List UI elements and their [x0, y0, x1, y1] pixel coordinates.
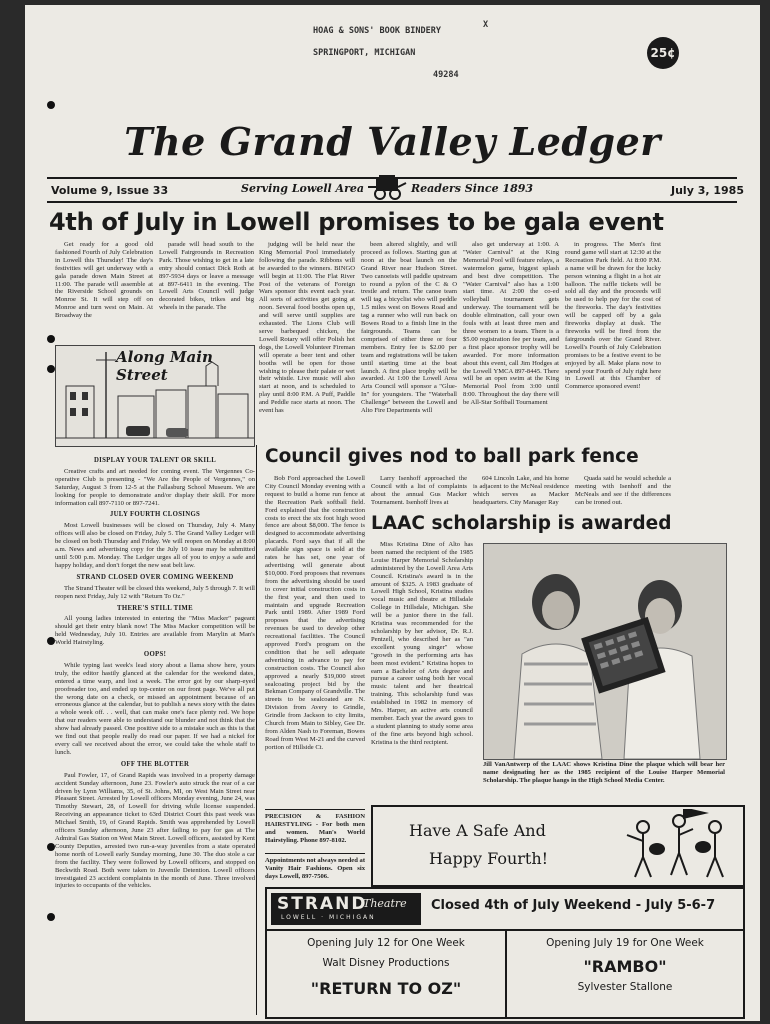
binding-hole [47, 101, 55, 109]
stagecoach-logo [366, 173, 408, 201]
price-badge: 25¢ [647, 37, 679, 69]
strand-logo [271, 893, 421, 925]
binding-hole [47, 913, 55, 921]
binding-hole [47, 843, 55, 851]
council-text-1: Bob Ford approached the Lowell City Council Monday evening with a request to build a home run fence at the Recreation Park softball field. Ford explained that the construction costs to erect the six foot high wood fence are about $8,000. The fence is designed to accommodate advertising placards. Ford says that if all the available sign space is sold at the rates he has set, one year of advertising will generate about $10,000. Ford proposes that revenues from the advertising should be used to cover initial construction costs in the first year, and then used to maintain and upgrade Recreation Park until 1989. After 1989 Ford proposes that the advertising revenues be used to develop other recreational facilities. The Council approved Ford's program on the condition that he sell adequate advertising in advance to pay for construction costs. The Council also approved a nearly $19,000 street sealcoating project bid by the Bekman Company of Grandville. The streets to be sealcoated are N. Division from Avery to Grindle, Grindle from Jackson to city limits, Church from Main to Sibley, Gee Dr. from Alden Nash to Foreman, Bowes Road from West M-21 and the curved portion of Hillside Ct. [265, 475, 365, 751]
council-col-4 [575, 475, 671, 511]
label-mark: X [483, 20, 489, 30]
greeting-line-2: Happy Fourth! [429, 849, 549, 868]
brief-head: JULY FOURTH CLOSINGS [109, 511, 201, 519]
council-col-3 [473, 475, 569, 511]
strand-left-studio: Walt Disney Productions [322, 957, 450, 969]
lead-text-3: judging will be held near the King Memorial Pool immediately following the parade. Ribbons will be awarded to the winners. BINGO will begin at 11:00. The Flat River Post of the veterans of Foreign Wars sponsor this event each year. All sorts of activities get going at noon. Several food booths open up, and will serve until supplies are exhausted. The Lions Club will serve barbequed chicken, the Lowell Rotary will offer Polish hot dogs, the Lowell Volunteer Fireman will operate a beer tent and other booths will be open for those wishing to please their palate or wet their whistle. Live music will also start at noon, and is scheduled to play until 8:00 P.M. A Puff, Paddle and Peddle race starts at noon. The event has [259, 241, 355, 415]
strand-city: LOWELL · MICHIGAN [281, 914, 376, 921]
fourth-greeting-box [371, 805, 745, 887]
strand-right-title: "RAMBO" [583, 957, 667, 976]
lead-col-1 [55, 241, 153, 339]
motto-right: Readers Since 1893 [411, 182, 534, 195]
lead-col-2 [159, 241, 254, 339]
ad-precision-text: PRECISION & FASHION HAIRSTYLING - For both men and women. Man's World Hairstyling. Phone 897-8102. [265, 813, 365, 844]
strand-theatre-ad [265, 887, 745, 1019]
mailing-label [313, 20, 523, 97]
spirit-of-76-drawing [619, 809, 739, 883]
lead-col-3 [259, 241, 355, 441]
council-col-2 [371, 475, 467, 511]
council-text-2: Larry Isenhoff approached the Council with a list of complaints about the annual Gus Macker Tournament. Isenhoff lives at [371, 475, 467, 506]
label-zip: 49284 [433, 70, 459, 80]
issue-number: Volume 9, Issue 33 [51, 184, 169, 197]
council-headline: Council gives nod to ball park fence [265, 446, 639, 467]
motto-left: Serving Lowell Area [241, 182, 365, 195]
brief-head: DISPLAY YOUR TALENT OR SKILL [93, 457, 217, 464]
photo-caption [483, 761, 725, 801]
brief-body: While typing last week's lead story about a llama show here, yours truly, the editor hastily glanced at the calendar for the weekend dates, entered a time warp, and lost a week. The error got by our sharp-eyed proofreader too, and ended up top-center on our front page. We've all put the wrong date on a check, or missed an appointment because of an erroneous glance at the calendar, but to publish a news story with the dates a whole week off. . . well, that can make one's face plenty red. We hope that our readers were able to understand our blunder and not think that the show had already passed. One positive side to a mistake such as this is that we find out that people really do read our paper. If we had a nickel for every call we received about the error, we could take the whole staff to lunch. [55, 661, 255, 756]
brief-head: OOPS! [143, 651, 167, 659]
label-line-1: HOAG & SONS' BOOK BINDERY [313, 26, 441, 36]
lead-text-4: been altered slightly, and will proceed as follows. Starting gun at noon at the boat launch on the Grand River near Hudson Street. Two canoeists will paddle upstream to round a pylon of the C & O trestle and return. The canoe team will tag a bicyclist who will peddle 1.5 miles west on Bowes Road and tag a runner who will run back on Bowes Road to a finish line in the fairgrounds. Teams can be comprised of either three or four members. Entry fee is $2.00 per team and registrations will be taken until starting time at the boat launch. A first place trophy will be awarded. At 1:00 the Lowell Area Arts Council will sponsor a "Glue-In" for youngsters. The "Waterball Challenge" between the Lowell and Alto Fire Departments will [361, 241, 457, 415]
lead-col-5 [463, 241, 559, 441]
brief-body: Paul Fowler, 17, of Grand Rapids was involved in a property damage accident Sunday afternoon, June 23. Fowler's auto struck the rear of a car driven by Lynn Williams, 35, of St. Johns, MI, on West Main Street near Pleasant Street. Arrested by Lowell officers Monday evening, June 24, was Timothy Stewart, 28, of Lowell for driving while license suspended. Receiving an appearance ticket to 63rd District Court this past week was Michael Smith, 19, of Grand Rapids. Smith was apprehended by Lowell officers Sunday afternoon, June 23 after failing to pay for gas at The Admiral Gas Station on West Main Street. Lowell officers, assisted by Kent County Deputies, arrested two run-a-way juveniles from a state operated home north of Lowell early Sunday morning, June 30. The duo stole a car from the facility. They were followed by Lowell officers, and stopped on Beckwith Road. Both were taken to Juvenile Detention. Lowell officers investigated 23 accident complaints in the month of June. Three involved injuries to occupants of the vehicles. [55, 771, 255, 890]
lead-text-2: parade will head south to the Lowell Fairgrounds in Recreation Park. Those wishing to get in a late entry should contact Dick Roth at 897-5934 days or leave a message at 897-6411 in the evening. The Lowell Arts Council will judge decorated bikes, trikes and big wheels in the parade. The [159, 241, 254, 312]
strand-left-title: "RETURN TO OZ" [310, 979, 462, 998]
laac-headline: LAAC scholarship is awarded [371, 513, 672, 534]
column-divider [256, 445, 257, 1015]
newspaper-page [25, 5, 760, 1021]
strand-right-opening: Opening July 19 for One Week [546, 937, 704, 949]
issue-date: July 3, 1985 [671, 184, 744, 197]
brief-body: The Strand Theater will be closed this weekend, July 5 through 7. It will reopen next Friday, July 12 with "Return To Oz." [55, 584, 255, 600]
brief-head: STRAND CLOSED OVER COMING WEEKEND [76, 573, 234, 581]
council-col-1 [265, 475, 365, 805]
laac-text: Miss Kristina Dine of Alto has been named the recipient of the 1985 Louise Harper Memorial Scholarship administered by the Lowell Area Arts Council. Kristina's award is in the amount of $325. A 1983 graduate of Lowell High School, Kristina studies vocal music and theatre at Hillsdale College in Hillsdale, Michigan. She will be a junior there in the fall. Kristina was recommended for the scholarship by her advisor, Dr. R.J. Pentzell, who described her as "an excellent young singer" whose "growth in the performing arts has been most evident." Kristina hopes to earn a Bachelor of Arts degree and pursue a career using both her vocal music talent and her theatrical training. This scholarship fund was established in 1982 in memory of Mrs. Harper, an active arts council member. Each year the award goes to a student planning to study some area of the fine arts beyond high school. Kristina is the third recipient. [371, 541, 473, 746]
lead-col-4 [361, 241, 457, 441]
ad-vanity-hair [265, 857, 365, 891]
lead-headline: 4th of July in Lowell promises to be gala event [49, 208, 664, 236]
strand-banner: Closed 4th of July Weekend - July 5-6-7 [431, 898, 716, 913]
strand-logo-text: STRAND [277, 894, 368, 914]
strand-logo-script: Theatre [363, 897, 407, 910]
laac-col-1 [371, 541, 473, 815]
main-street-title: Along Main Street [116, 348, 213, 384]
brief-head: OFF THE BLOTTER [120, 760, 190, 768]
masthead-title: The Grand Valley Ledger [124, 119, 661, 164]
binding-hole [47, 637, 55, 645]
council-text-4: Quada said he would schedule a meeting with Isenhoff and the McNeals and see if the differences can be ironed out. [575, 475, 671, 506]
label-line-2: SPRINGPORT, MICHIGAN [313, 48, 416, 58]
ad-rule [265, 853, 365, 854]
main-street-illustration [55, 345, 255, 447]
greeting-line-1: Have A Safe And [409, 821, 546, 840]
brief-body: Most Lowell businesses will be closed on Thursday, July 4. Many offices will also be closed on Friday, July 5. The Grand Valley Ledger will be closed on both Thursday and Friday. We will reopen on Monday at 8:00 a.m. News and advertising copy for the July 10 issue may be submitted until 5:00 p.m. Monday. The Ledger urges all of you to enjoy a safe and happy holiday, and don't forget the new seat belt law. [55, 522, 255, 569]
binding-hole [47, 365, 55, 373]
brief-head: THERE'S STILL TIME [117, 604, 193, 612]
strand-left-opening: Opening July 12 for One Week [307, 937, 465, 949]
ad-precision-hairstyling [265, 813, 365, 851]
brief-body: Creative crafts and art needed for coming event. The Vergennes Co-operative Club is presenting - "We Are the People of Vergennes," on Saturday, August 3 from 12-5 at the Fallasburg School Museum. We are looking for people to demonstrate and/or display their skill. For more information call 897-7110 or 897-7241. [55, 467, 255, 507]
lead-col-6 [565, 241, 661, 441]
lead-text-5: also get underway at 1:00. A "Water Carnival" at the King Memorial Pool will feature relays, a watermelon game, biggest splash and best dive competition. The "Water Carnival" also has a 1:00 start time. At 2:00 the co-ed volleyball tournament gets underway. The tournament will be double elimination, call your own fouls with at least three men and three women to a team. There is a $5.00 registration fee per team, and a first place sponsor trophy will be awarded. For more information about this event, call Jim Hodges at the Lowell YMCA 897-8445. There will be an open swim at the King Memorial Pool from 3:00 until 8:00. Throughout the day there will be All-Star Softball Tournament [463, 241, 559, 407]
binding-hole [47, 335, 55, 343]
council-text-3: 604 Lincoln Lake, and his home is adjacent to the McNeal residence which serves as Macker headquarters. City Manager Ray [473, 475, 569, 506]
left-briefs-column [55, 453, 255, 1021]
brief-body: All young ladies interested in entering the "Miss Macker" pageant should get their entry blank now! The Miss Macker competition will be held Wednesday, July 10. Entries are available from Marylin at Man's World Hairstyling. [55, 615, 255, 647]
lead-text-1: Get ready for a good old fashioned Fourth of July Celebration in Lowell this Thursday! The day's festivities will get underway with a gala parade down Main Street at 11:00. The parade will assemble at the Riverside School grounds on Monroe St. It will step off on Monroe and turn west on Main. At Broadway the [55, 241, 153, 320]
masthead-rule-bottom [47, 201, 737, 203]
scholarship-photo [483, 543, 727, 760]
ad-vanity-text: Appointments not always needed at Vanity Hair Fashions. Open six days Lowell, 897-7506. [265, 857, 365, 880]
photo-caption-text: Jill VanAntwerp of the LAAC shows Kristina Dine the plaque which will bear her name designating her as the 1985 recipient of the Louise Harper Memorial Scholarship. The plaque hangs in the High School Media Center. [483, 761, 725, 784]
strand-right-star: Sylvester Stallone [577, 981, 673, 993]
ad-rule [265, 809, 365, 810]
lead-text-6: in progress. The Men's first round game will start at 12:30 at the Recreation Park field. At 8:00 P.M. a name will be drawn for the lucky person winning a flight in a hot air balloon. The raffle tickets will be sold all day and the proceeds will be used to help pay for the cost of the fireworks. The day's festivities will be capped off by a gala fireworks display at dusk. The fireworks will be fired from the fairgrounds over the Grand River. Lowell's Fourth of July Celebration promises to be a festive event to be enjoyed by all. Make plans now to spend your Fourth of July right here in Lowell at this Chamber of Commerce sponsored event! [565, 241, 661, 391]
